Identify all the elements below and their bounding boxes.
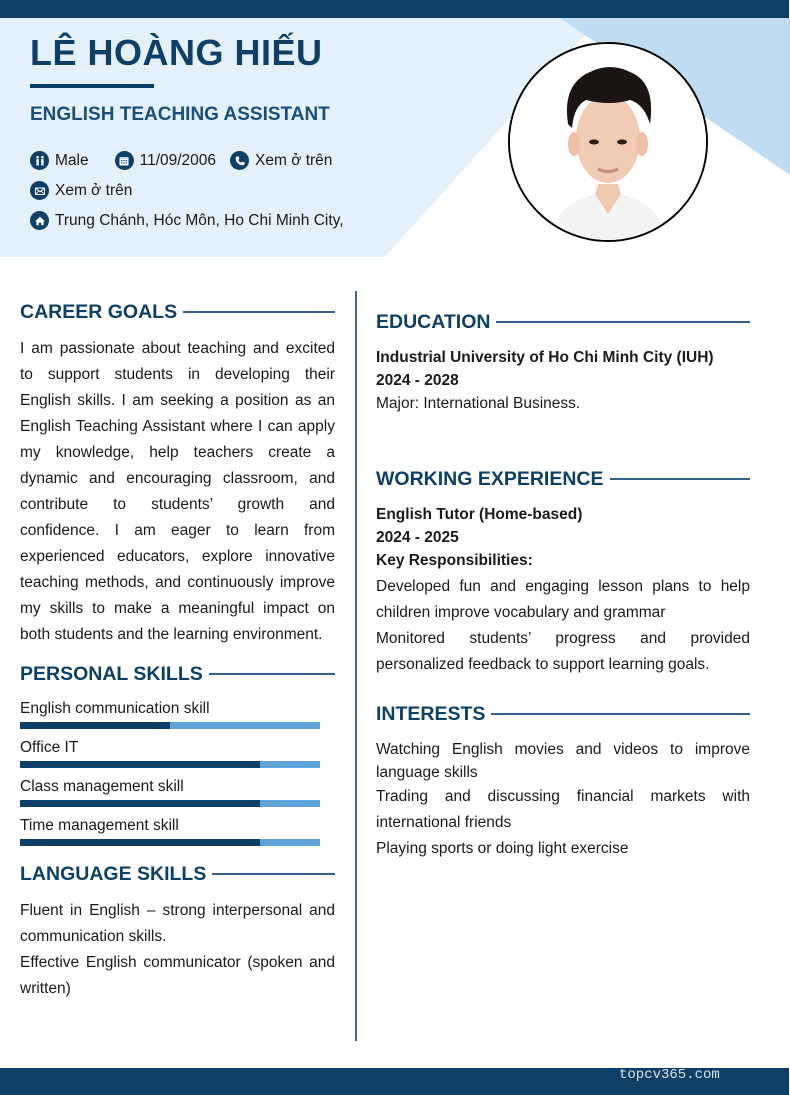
interest-item: Trading and discussing financial markets with international friends: [376, 788, 750, 831]
heading-rule: [496, 321, 750, 323]
skill-bar: [20, 722, 320, 729]
language-item: Fluent in English – strong interpersonal and communication skills.: [20, 902, 335, 945]
interest-item: Watching English movies and videos to improve language skills: [376, 741, 750, 781]
column-divider: [355, 291, 357, 1041]
skill-item: [20, 813, 335, 846]
skill-bar: [20, 761, 320, 768]
education-section: [376, 310, 750, 415]
portrait-image: [510, 44, 706, 240]
right-column: [376, 300, 750, 862]
career-goals-section: [20, 300, 335, 648]
career-goals-heading: [20, 300, 335, 324]
education-major: Major: International Business.: [376, 395, 581, 412]
phone-value: Xem ở trên: [255, 151, 333, 169]
skill-list: [20, 696, 335, 846]
experience-section: [376, 467, 750, 678]
education-period: 2024 - 2028: [376, 372, 459, 389]
left-column: [20, 290, 335, 1002]
section-title: WORKING EXPERIENCE: [376, 467, 604, 490]
section-title: PERSONAL SKILLS: [20, 662, 203, 685]
skill-label: Class management skill: [20, 778, 184, 795]
skill-bar: [20, 839, 320, 846]
skill-item: [20, 696, 335, 729]
skill-bar: [20, 800, 320, 807]
calendar-icon: [115, 151, 134, 170]
skill-item: [20, 735, 335, 768]
school-name: Industrial University of Ho Chi Minh City (IUH): [376, 349, 714, 366]
email-value: Xem ở trên: [55, 181, 133, 199]
job-role: English Tutor (Home-based): [376, 506, 583, 523]
job-period: 2024 - 2025: [376, 529, 459, 546]
email-item: [30, 181, 132, 200]
interest-item: Playing sports or doing light exercise: [376, 840, 629, 857]
section-title: EDUCATION: [376, 310, 491, 333]
personal-skills-heading: [20, 662, 335, 686]
interests-heading: [376, 702, 750, 726]
interest-list: [376, 738, 750, 862]
heading-rule: [183, 311, 335, 313]
language-skills-heading: [20, 862, 335, 886]
profile-photo: [508, 42, 708, 242]
phone-item: [230, 151, 332, 170]
personal-skills-section: [20, 662, 335, 846]
interests-section: [376, 702, 750, 862]
gender-value: Male: [55, 151, 89, 169]
email-icon: [30, 181, 49, 200]
contact-row-1: [30, 151, 346, 170]
gender-item: [30, 151, 89, 170]
experience-entry: [376, 503, 750, 678]
responsibility-item: Monitored students’ progress and provided personalized feedback to support learning goals.: [376, 630, 750, 673]
responsibility-item: Developed fun and engaging lesson plans to help children improve vocabulary and grammar: [376, 578, 750, 621]
heading-rule: [209, 673, 335, 675]
watermark: topcv365.com: [619, 1067, 720, 1083]
language-list: [20, 898, 335, 1002]
skill-item: [20, 774, 335, 807]
name-underline: [30, 84, 154, 88]
gender-icon: [30, 151, 49, 170]
skill-level-fill: [20, 722, 170, 729]
address-value: Trung Chánh, Hóc Môn, Ho Chi Minh City,: [55, 211, 344, 229]
skill-level-fill: [20, 761, 260, 768]
section-title: CAREER GOALS: [20, 300, 178, 323]
candidate-name: LÊ HOÀNG HIẾU: [30, 32, 323, 73]
section-title: INTERESTS: [376, 702, 486, 725]
heading-rule: [610, 478, 750, 480]
skill-label: Office IT: [20, 739, 79, 756]
section-title: LANGUAGE SKILLS: [20, 862, 207, 885]
skill-label: English communication skill: [20, 700, 210, 717]
education-entry: [376, 346, 750, 415]
contact-row-3: [30, 211, 358, 230]
job-title: ENGLISH TEACHING ASSISTANT: [30, 104, 330, 125]
skill-label: Time management skill: [20, 817, 179, 834]
language-item: Effective English communicator (spoken and written): [20, 954, 335, 997]
experience-heading: [376, 467, 750, 491]
responsibilities-label: Key Responsibilities:: [376, 552, 533, 569]
phone-icon: [230, 151, 249, 170]
career-goals-text: I am passionate about teaching and excited to support students in developing their English skills. I am seeking a position as an English Teaching Assistant where I can apply my knowledge, help teachers create a dynamic and encouraging classroom, and contribute to students’ growth and confidence. I am eager to learn from experienced educators, explore innovative teaching methods, and continuously improve my skills to make a meaningful impact on both students and the learning environment.: [20, 340, 335, 643]
top-bar: [0, 0, 789, 18]
heading-rule: [212, 873, 335, 875]
contact-row-2: [30, 181, 146, 200]
birthdate-value: 11/09/2006: [139, 151, 217, 169]
birthdate-item: [115, 151, 216, 170]
skill-level-fill: [20, 839, 260, 846]
language-skills-section: [20, 862, 335, 1002]
education-heading: [376, 310, 750, 334]
heading-rule: [491, 713, 750, 715]
address-item: [30, 211, 344, 230]
skill-level-fill: [20, 800, 260, 807]
home-icon: [30, 211, 49, 230]
